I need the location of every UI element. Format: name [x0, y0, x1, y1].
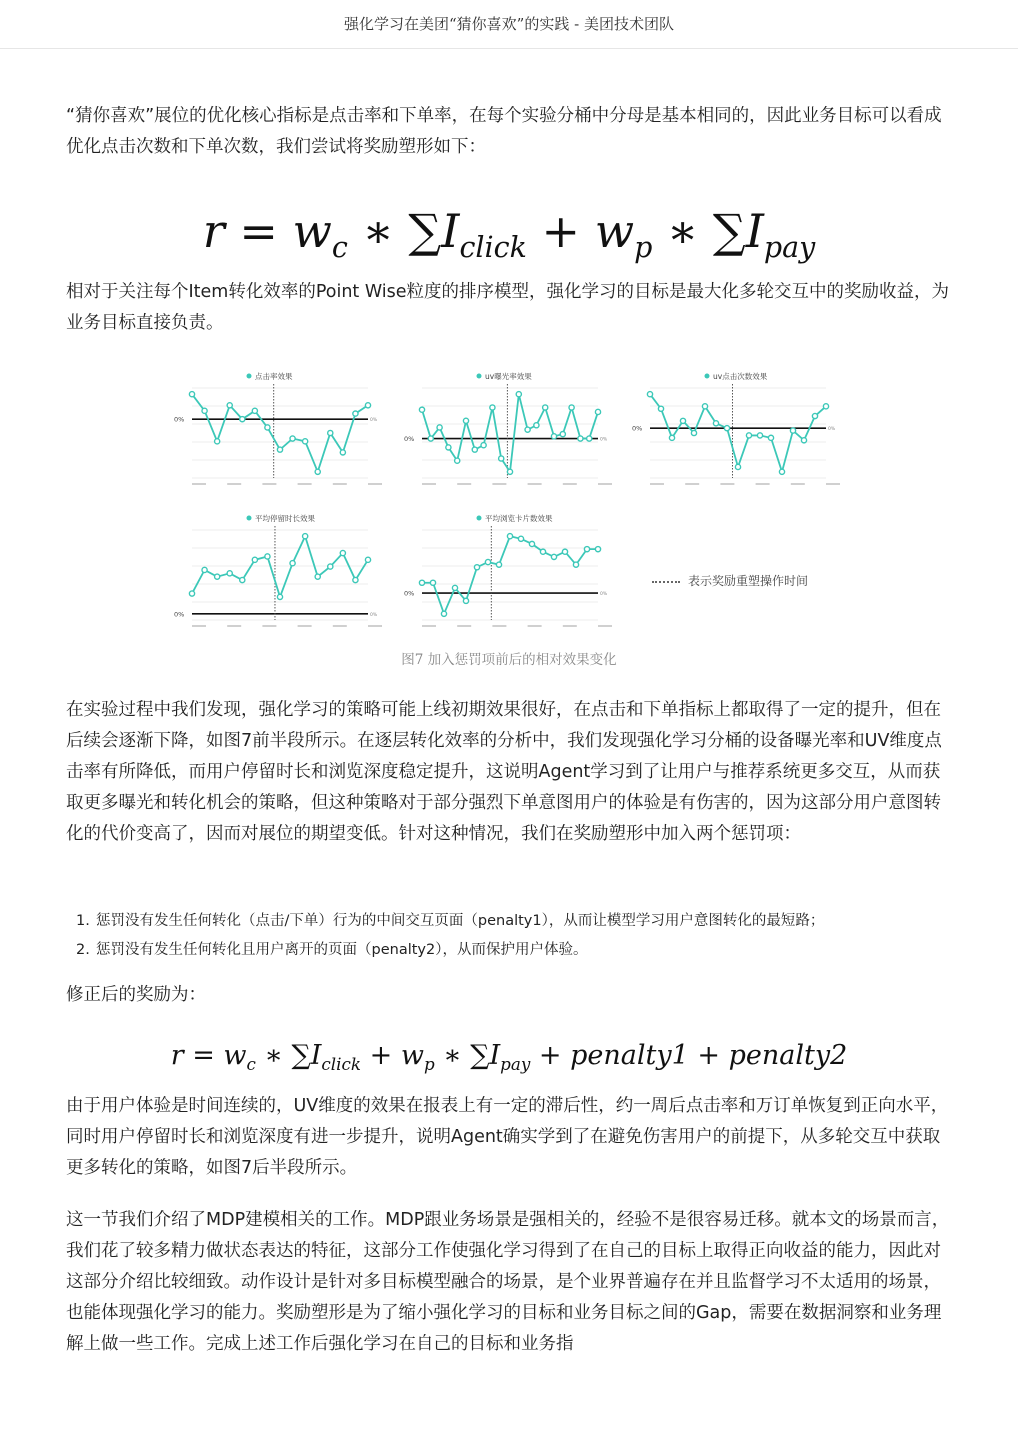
chart-title-text: 平均浏览卡片数效果 [485, 514, 553, 523]
data-point [455, 458, 460, 463]
data-point [265, 425, 270, 430]
legend-marker [477, 516, 482, 521]
chart-uv-exposure [402, 366, 612, 490]
list-item: 2. 惩罚没有发生任何转化且用户离开的页面（penalty2），从而保护用户体验。 [76, 942, 588, 958]
zero-label: 0% [174, 415, 185, 424]
chart-title-text: uv曝光率效果 [485, 372, 532, 381]
legend-marker [247, 516, 252, 521]
chart-dwell-time [172, 508, 382, 632]
data-point [446, 445, 451, 450]
data-point [779, 469, 784, 474]
chart-uv-clicks [630, 366, 840, 490]
data-point [340, 450, 345, 455]
data-point [252, 557, 257, 562]
legend-marker [477, 374, 482, 379]
chart-title-text: 平均停留时长效果 [255, 514, 315, 523]
data-point [265, 554, 270, 559]
chart-title [477, 371, 533, 381]
data-point [353, 577, 358, 582]
data-point [215, 574, 220, 579]
data-point [490, 405, 495, 410]
page-header [0, 0, 1018, 49]
paragraph-revised: 修正后的奖励为： [66, 985, 206, 1005]
data-point [474, 565, 479, 570]
data-point [595, 547, 600, 552]
chart-cards-viewed [402, 508, 612, 632]
data-point [215, 439, 220, 444]
data-point [340, 550, 345, 555]
data-point [812, 413, 817, 418]
chart-title [477, 513, 553, 523]
data-point [290, 561, 295, 566]
data-point [540, 549, 545, 554]
data-point [315, 469, 320, 474]
data-point [277, 594, 282, 599]
data-point [551, 434, 556, 439]
data-point [569, 405, 574, 410]
chart-click-rate [172, 366, 382, 490]
data-point [560, 432, 565, 437]
data-point [669, 435, 674, 440]
data-point [189, 591, 194, 596]
data-point [252, 408, 257, 413]
data-point [551, 554, 556, 559]
series-line [192, 536, 368, 597]
data-point [303, 439, 308, 444]
data-point [746, 433, 751, 438]
data-point [516, 392, 521, 397]
page-title: 强化学习在美团“猜你喜欢”的实践 - 美团技术团队 [344, 15, 674, 33]
data-point [587, 436, 592, 441]
data-point [702, 404, 707, 409]
data-point [419, 580, 424, 585]
data-point [353, 411, 358, 416]
data-point [595, 409, 600, 414]
paragraph-user-experience: 由于用户体验是时间连续的，UV维度的效果在报表上有一定的滞后性，约一周后点击率和万订单恢复到正向水平，同时用户停留时长和浏览深度有进一步提升，说明Agent确实学到了在避免伤害用户的前提下，从多轮交互中获取更多转化的策略，如图7后半段所示。 [66, 1096, 949, 1178]
chart-title [247, 513, 316, 523]
data-point [768, 435, 773, 440]
data-point [227, 571, 232, 576]
data-point [507, 469, 512, 474]
data-point [472, 447, 477, 452]
zero-label: 0% [632, 424, 643, 433]
data-point [189, 392, 194, 397]
zero-label-right: 0% [370, 418, 378, 424]
data-point [365, 403, 370, 408]
data-point [437, 425, 442, 430]
data-point [529, 541, 534, 546]
chart-title-text: uv点击次数效果 [713, 372, 768, 381]
data-point [485, 559, 490, 564]
data-point [573, 562, 578, 567]
data-point [658, 406, 663, 411]
data-point [328, 430, 333, 435]
data-point [290, 436, 295, 441]
data-point [227, 403, 232, 408]
data-point [823, 404, 828, 409]
data-point [735, 464, 740, 469]
data-point [452, 585, 457, 590]
data-point [441, 611, 446, 616]
paragraph-pointwise: 相对于关注每个Item转化效率的Point Wise粒度的排序模型，强化学习的目标是最大化多轮交互中的奖励收益，为业务目标直接负责。 [66, 282, 950, 333]
data-point [534, 423, 539, 428]
penalty-list [76, 907, 956, 965]
legend-marker [247, 374, 252, 379]
data-point [499, 456, 504, 461]
zero-label: 0% [404, 435, 415, 444]
data-point [496, 562, 501, 567]
data-point [713, 421, 718, 426]
data-point [680, 418, 685, 423]
data-point [647, 392, 652, 397]
data-point [463, 598, 468, 603]
zero-label-right: 0% [370, 612, 378, 618]
zero-label: 0% [174, 610, 185, 619]
zero-label: 0% [404, 589, 415, 598]
list-item: 1. 惩罚没有发生任何转化（点击/下单）行为的中间交互页面（penalty1），从而让模型学习用户意图转化的最短路； [76, 913, 825, 929]
data-point [419, 407, 424, 412]
data-point [562, 549, 567, 554]
data-point [463, 418, 468, 423]
data-point [724, 426, 729, 431]
figure-caption: 图7 加入惩罚项前后的相对效果变化 [401, 652, 617, 668]
paragraph-intro: “猜你喜欢”展位的优化核心指标是点击率和下单率，在每个实验分桶中分母是基本相同的，因此业务目标可以看成优化点击次数和下单次数，我们尝试将奖励塑形如下： [66, 106, 942, 157]
data-point [328, 564, 333, 569]
paragraph-summary: 这一节我们介绍了MDP建模相关的工作。MDP跟业务场景是强相关的，经验不是很容易迁移。就本文的场景而言，我们花了较多精力做状态表达的特征，这部分工作使强化学习得到了在自己的目标上取得正向收益的能力，因此对这部分介绍比较细致。动作设计是针对多目标模型融合的场景，是个业界普遍存在并且监督学习不太适用的场景，也能体现强化学习的能力。奖励塑形是为了缩小强化学习的目标和业务目标之间的Gap，需要在数据洞察和业务理解上做一些工作。完成上述工作后强化学习在自己的目标和业务指 [66, 1210, 950, 1354]
chart-title-text: 点击率效果 [255, 372, 293, 381]
paragraph-experiment: 在实验过程中我们发现，强化学习的策略可能上线初期效果很好，在点击和下单指标上都取得了一定的提升，但在后续会逐渐下降，如图7前半段所示。在逐层转化效率的分析中，我们发现强化学习分桶的设备曝光率和UV维度点击率有所降低，而用户停留时长和浏览深度稳定提升，这说明Agent学习到了让用户与推荐系统更多交互，从而获取更多曝光和转化机会的策略，但这种策略对于部分强烈下单意图用户的体验是有伤害的，因为这部分用户意图转化的代价变高了，因而对展位的期望变低。针对这种情况，我们在奖励塑形中加入两个惩罚项： [66, 700, 942, 844]
data-point [202, 408, 207, 413]
data-point [315, 574, 320, 579]
data-point [507, 534, 512, 539]
data-point [428, 436, 433, 441]
legend-marker [705, 374, 710, 379]
chart-title [705, 371, 768, 381]
data-point [240, 417, 245, 422]
data-point [790, 428, 795, 433]
revised-reward-formula: $r = w_c$ ∗ $\sum I_{click} + w_p$ ∗ $\sum I_{pay}$ + penalty1 + penalty2 [170, 1040, 848, 1074]
data-point [365, 557, 370, 562]
data-point [303, 534, 308, 539]
zero-label-right: 0% [828, 427, 836, 433]
data-point [430, 580, 435, 585]
reward-formula: $r = w_c$ ∗ $\sum I_{click} + w_p$ ∗ $\sum I_{pay}$ [202, 204, 816, 264]
data-point [277, 447, 282, 452]
figure-legend-note: 表示奖励重塑操作时间 [652, 572, 808, 589]
data-point [578, 436, 583, 441]
data-point [691, 430, 696, 435]
data-point [525, 427, 530, 432]
dotted-line-marker [652, 581, 680, 583]
data-point [584, 547, 589, 552]
data-point [202, 567, 207, 572]
zero-label-right: 0% [600, 592, 608, 598]
data-point [543, 405, 548, 410]
data-point [518, 536, 523, 541]
data-point [481, 443, 486, 448]
chart-title [247, 371, 293, 381]
data-point [757, 433, 762, 438]
zero-label-right: 0% [600, 437, 608, 443]
data-point [240, 577, 245, 582]
data-point [801, 438, 806, 443]
